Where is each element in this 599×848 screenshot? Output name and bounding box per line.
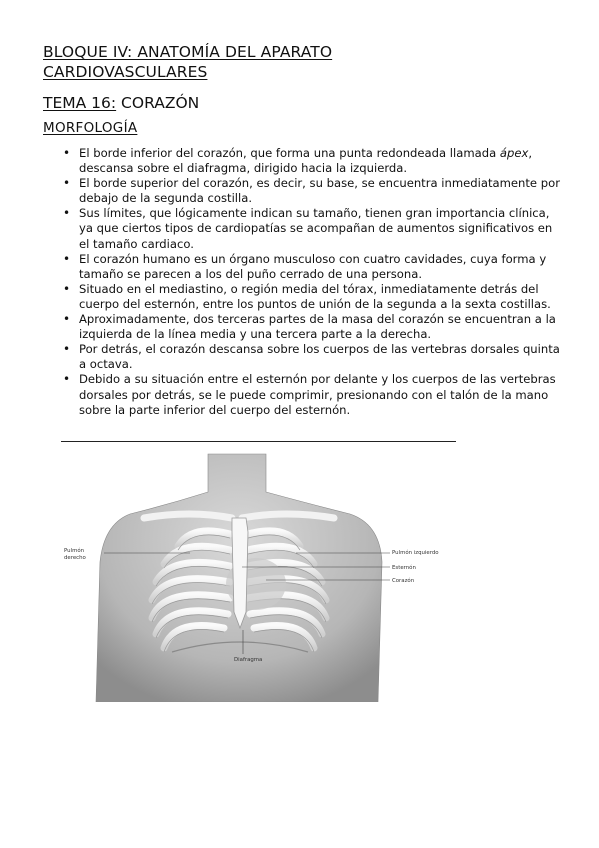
list-item: • El corazón humano es un órgano musculoso con cuatro cavidades, cuya forma y tamaño se parecen a los del puño cerrado de una persona. <box>62 252 562 282</box>
title-line-2: CARDIOVASCULARES <box>43 63 208 81</box>
list-item: • Aproximadamente, dos terceras partes de la masa del corazón se encuentran a la izquierda de la línea media y una tercera parte a la derecha. <box>62 312 562 342</box>
label-diaphragm: Diafragma <box>234 657 263 663</box>
thorax-illustration <box>60 452 460 702</box>
list-item: • El borde inferior del corazón, que forma una punta redondeada llamada ápex, descansa sobre el diafragma, dirigido hacia la izquierda. <box>62 146 562 176</box>
section-heading: MORFOLOGÍA <box>43 120 138 136</box>
list-item: • El borde superior del corazón, es decir, su base, se encuentra inmediatamente por debajo de la segunda costilla. <box>62 176 562 206</box>
label-right-lung-2: derecho <box>64 555 86 561</box>
list-item: • Por detrás, el corazón descansa sobre los cuerpos de las vertebras dorsales quinta a octava. <box>62 342 562 372</box>
topic-label: TEMA 16: <box>43 94 117 112</box>
bullet-list <box>62 146 562 418</box>
label-heart: Corazón <box>392 578 415 584</box>
label-sternum: Esternón <box>392 565 416 571</box>
left-clavicle <box>242 514 334 518</box>
horizontal-rule <box>61 441 456 442</box>
label-left-lung: Pulmón izquierdo <box>392 550 439 556</box>
topic-name: CORAZÓN <box>116 94 200 112</box>
label-right-lung-1: Pulmón <box>64 548 85 554</box>
list-item: • Sus límites, que lógicamente indican su tamaño, tienen gran importancia clínica, ya que ciertos tipos de cardiopatías se acompañan de aumentos significativos en el tamaño cardiaco. <box>62 206 562 251</box>
list-item: • Debido a su situación entre el esternón por delante y los cuerpos de las vertebras dorsales por detrás, se le puede comprimir, presionando con el talón de la mano sobre la parte inferior del cuerpo del esternón. <box>62 372 562 417</box>
anatomy-figure <box>60 452 460 702</box>
right-clavicle <box>144 514 232 518</box>
emphasis-apex: ápex <box>499 146 529 160</box>
list-item: • Situado en el mediastino, o región media del tórax, inmediatamente detrás del cuerpo del esternón, entre los puntos de unión de la segunda a la sexta costillas. <box>62 282 562 312</box>
sternum-bone <box>232 518 248 628</box>
topic-heading <box>43 93 199 113</box>
title-line-1: BLOQUE IV: ANATOMÍA DEL APARATO <box>43 43 333 61</box>
document-title <box>43 42 403 82</box>
